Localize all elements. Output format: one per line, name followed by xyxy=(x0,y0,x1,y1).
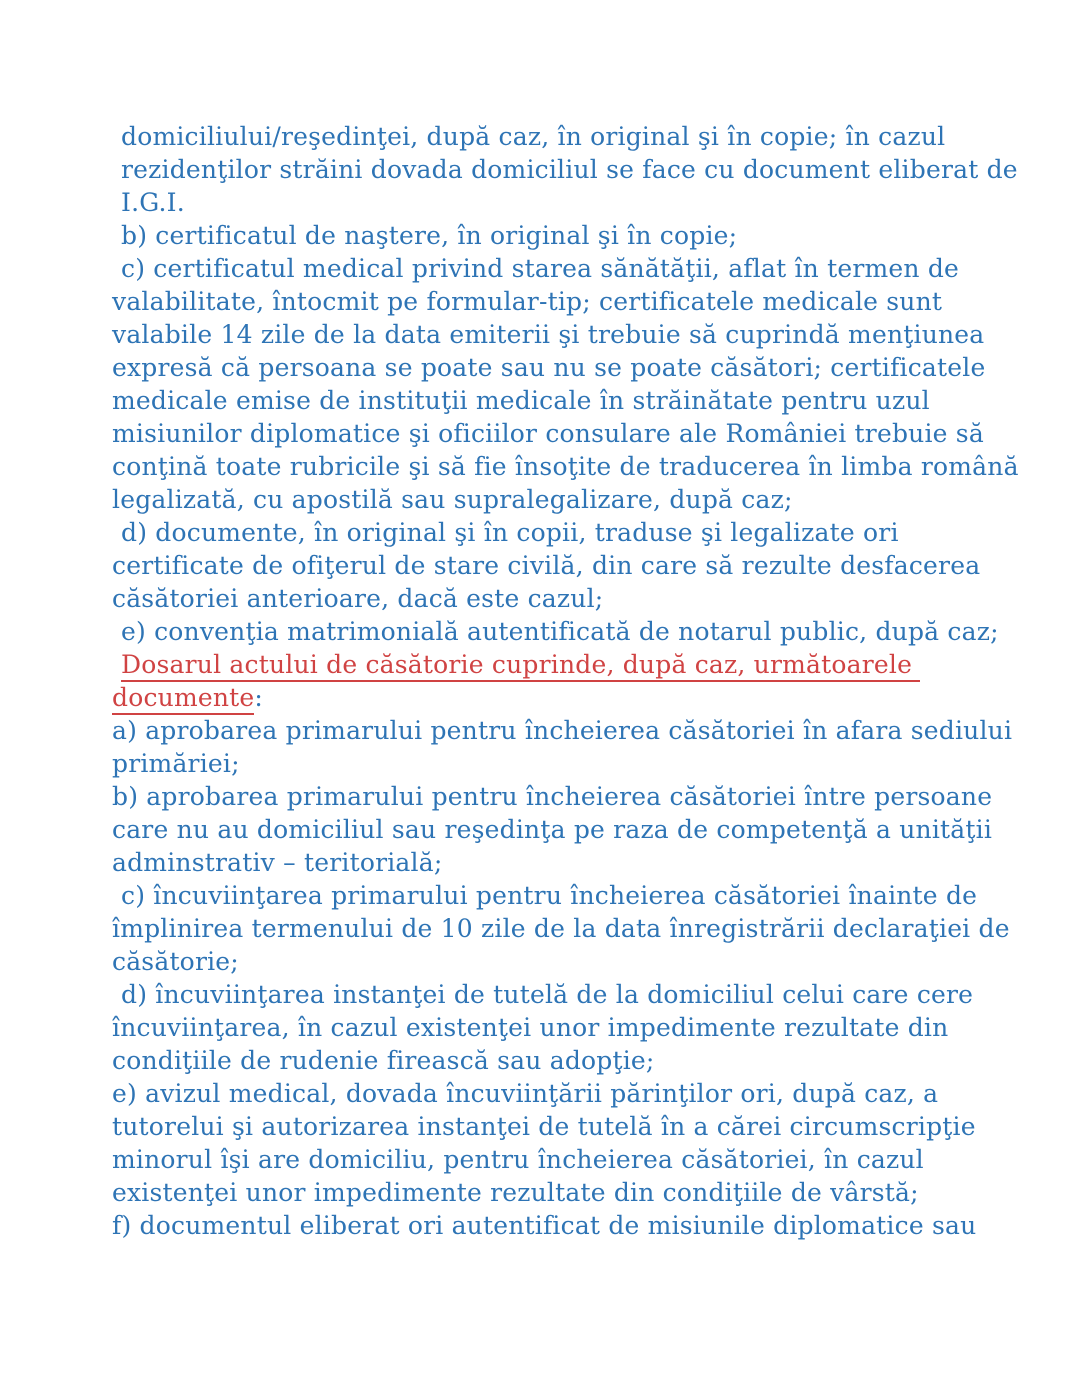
text-segment: a) aprobarea primarului pentru încheierea căsătoriei în afara sediului xyxy=(112,716,1013,745)
text-line xyxy=(112,1209,1042,1242)
text-line xyxy=(112,318,1042,351)
text-segment: încuviinţarea, în cazul existenţei unor impedimente rezultate din xyxy=(112,1013,949,1042)
text-line xyxy=(112,549,1042,582)
text-line xyxy=(112,747,1042,780)
text-line xyxy=(112,714,1042,747)
text-line xyxy=(112,483,1042,516)
text-segment: b) certificatul de naştere, în original şi în copie; xyxy=(121,221,738,250)
text-segment: căsătoriei anterioare, dacă este cazul; xyxy=(112,584,604,613)
text-segment: d) documente, în original şi în copii, traduse şi legalizate ori xyxy=(121,518,899,547)
text-segment: legalizată, cu apostilă sau supralegalizare, după caz; xyxy=(112,485,793,514)
text-line xyxy=(112,516,1042,549)
text-segment: conţină toate rubricile şi să fie însoţite de traducerea în limba română xyxy=(112,452,1019,481)
text-segment: medicale emise de instituţii medicale în străinătate pentru uzul xyxy=(112,386,930,415)
text-line xyxy=(112,813,1042,846)
document-body xyxy=(112,120,1042,1242)
text-segment: b) aprobarea primarului pentru încheierea căsătoriei între persoane xyxy=(112,782,993,811)
text-line xyxy=(112,615,1042,648)
text-segment: minorul îşi are domiciliu, pentru încheierea căsătoriei, în cazul xyxy=(112,1145,924,1174)
text-line xyxy=(112,1044,1042,1077)
text-line xyxy=(112,285,1042,318)
text-segment: expresă că persoana se poate sau nu se poate căsători; certificatele xyxy=(112,353,986,382)
text-segment: adminstrativ – teritorială; xyxy=(112,848,443,877)
text-segment: existenţei unor impedimente rezultate din condiţiile de vârstă; xyxy=(112,1178,919,1207)
text-segment: domiciliului/reşedinţei, după caz, în original şi în copie; în cazul xyxy=(121,122,946,151)
text-line xyxy=(112,879,1042,912)
text-segment: primăriei; xyxy=(112,749,240,778)
text-line xyxy=(112,1143,1042,1176)
text-segment: împlinirea termenului de 10 zile de la data înregistrării declaraţiei de xyxy=(112,914,1010,943)
text-segment: rezidenţilor străini dovada domiciliul se face cu document eliberat de xyxy=(121,155,1018,184)
text-line xyxy=(112,912,1042,945)
text-line xyxy=(112,120,1042,153)
text-line xyxy=(112,417,1042,450)
text-segment: f) documentul eliberat ori autentificat de misiunile diplomatice sau xyxy=(112,1211,977,1240)
text-line xyxy=(112,153,1042,186)
text-segment: valabile 14 zile de la data emiterii şi trebuie să cuprindă menţiunea xyxy=(112,320,985,349)
text-segment: condiţiile de rudenie firească sau adopţie; xyxy=(112,1046,655,1075)
text-line xyxy=(112,582,1042,615)
heading-red-underlined-text: Dosarul actului de căsătorie cuprinde, după caz, următoarele xyxy=(121,650,920,682)
text-line xyxy=(112,1110,1042,1143)
text-line xyxy=(112,351,1042,384)
text-line xyxy=(112,681,1042,714)
text-line xyxy=(112,846,1042,879)
text-line xyxy=(112,219,1042,252)
text-segment: valabilitate, întocmit pe formular-tip; certificatele medicale sunt xyxy=(112,287,943,316)
text-segment: c) încuviinţarea primarului pentru încheierea căsătoriei înainte de xyxy=(121,881,978,910)
text-line xyxy=(112,978,1042,1011)
text-segment: căsătorie; xyxy=(112,947,239,976)
text-segment: I.G.I. xyxy=(121,188,185,217)
text-segment: care nu au domiciliul sau reşedinţa pe raza de competenţă a unităţii xyxy=(112,815,993,844)
text-line xyxy=(112,945,1042,978)
text-line xyxy=(112,1176,1042,1209)
text-line xyxy=(112,450,1042,483)
text-segment: e) avizul medical, dovada încuviinţării părinţilor ori, după caz, a xyxy=(112,1079,939,1108)
text-segment: e) convenţia matrimonială autentificată de notarul public, după caz; xyxy=(121,617,999,646)
text-line xyxy=(112,186,1042,219)
text-line xyxy=(112,1077,1042,1110)
text-segment: d) încuviinţarea instanţei de tutelă de la domiciliul celui care cere xyxy=(121,980,974,1009)
text-line xyxy=(112,384,1042,417)
heading-red-underlined-text: documente xyxy=(112,683,254,715)
text-line xyxy=(112,1011,1042,1044)
text-segment: : xyxy=(254,683,264,712)
text-segment: c) certificatul medical privind starea sănătăţii, aflat în termen de xyxy=(121,254,960,283)
text-segment: misiunilor diplomatice şi oficiilor consulare ale României trebuie să xyxy=(112,419,984,448)
text-segment: tutorelui şi autorizarea instanţei de tutelă în a cărei circumscripţie xyxy=(112,1112,976,1141)
text-segment: certificate de ofiţerul de stare civilă, din care să rezulte desfacerea xyxy=(112,551,981,580)
text-line xyxy=(112,780,1042,813)
text-line xyxy=(112,252,1042,285)
text-line xyxy=(112,648,1042,681)
